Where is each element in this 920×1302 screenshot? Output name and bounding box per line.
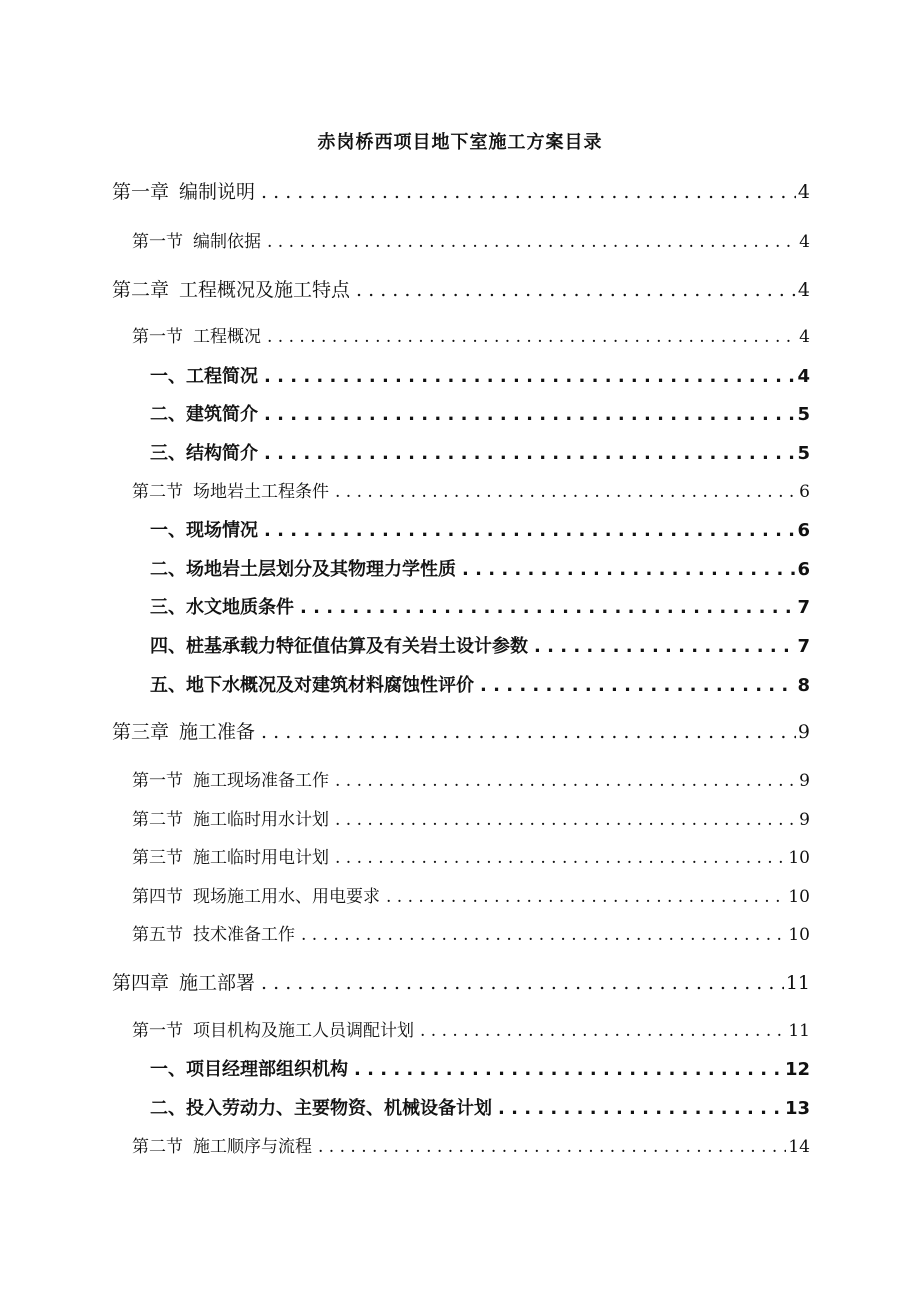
toc-entry-chapter[interactable] [112, 717, 810, 744]
toc-entry-label [112, 275, 350, 302]
toc-entry-label [132, 322, 261, 347]
toc-entry-label [132, 920, 295, 945]
toc-entry-text: 投入劳动力、主要物资、机械设备计划 [186, 1098, 492, 1119]
toc-entry-item[interactable] [150, 400, 810, 426]
toc-entry-text: 施工临时用水计划 [193, 810, 329, 830]
toc-page-number: 6 [799, 482, 810, 502]
toc-leader-dots [264, 366, 795, 387]
toc-entry-item[interactable] [150, 1094, 810, 1120]
document-title: 赤岗桥西项目地下室施工方案目录 [317, 132, 603, 153]
toc-entry-text: 编制说明 [179, 181, 256, 203]
toc-page-number: 5 [797, 404, 810, 425]
toc-entry-number: 第四节 [132, 887, 183, 907]
toc-leader-dots [462, 559, 795, 580]
toc-entry-section[interactable] [132, 1016, 810, 1041]
toc-entry-number: 第一章 [112, 181, 170, 203]
toc-leader-dots [264, 443, 795, 464]
toc-leader-dots [335, 771, 797, 791]
toc-page-number: 10 [788, 925, 810, 945]
toc-entry-text: 现场情况 [186, 520, 258, 541]
toc-leader-dots [267, 327, 797, 347]
toc-entry-label [150, 671, 474, 697]
toc-entry-label [150, 400, 258, 426]
toc-entry-chapter[interactable] [112, 177, 810, 204]
toc-leader-dots [261, 721, 796, 743]
toc-leader-dots [335, 848, 786, 868]
toc-page-number: 10 [788, 887, 810, 907]
toc-page-number: 9 [797, 721, 810, 743]
toc-entry-number: 第二节 [132, 810, 183, 830]
toc-entry-text: 场地岩土工程条件 [193, 482, 329, 502]
toc-entry-item[interactable] [150, 632, 810, 658]
toc-entry-label [132, 882, 380, 907]
toc-entry-section[interactable] [132, 882, 810, 907]
toc-entry-text: 施工准备 [179, 721, 256, 743]
toc-entry-label [132, 477, 329, 502]
toc-entry-label [132, 843, 329, 868]
toc-page-number: 4 [799, 327, 810, 347]
toc-entry-text: 技术准备工作 [193, 925, 295, 945]
toc-entry-number: 一、 [150, 520, 186, 541]
toc-leader-dots [534, 636, 795, 657]
toc-entry-number: 三、 [150, 443, 186, 464]
toc-page-number: 11 [788, 1021, 810, 1041]
toc-page-number: 4 [799, 232, 810, 252]
toc-leader-dots [267, 232, 797, 252]
toc-entry-section[interactable] [132, 477, 810, 502]
toc-entry-chapter[interactable] [112, 275, 810, 302]
toc-entry-section[interactable] [132, 227, 810, 252]
toc-entry-number: 第二章 [112, 279, 170, 301]
toc-page-number: 4 [797, 279, 810, 301]
toc-entry-label [150, 593, 294, 619]
toc-leader-dots [335, 810, 797, 830]
toc-entry-number: 第二节 [132, 482, 183, 502]
toc-leader-dots [480, 675, 795, 696]
toc-entry-section[interactable] [132, 843, 810, 868]
toc-entry-text: 结构简介 [186, 443, 258, 464]
toc-entry-number: 二、 [150, 1098, 186, 1119]
toc-page-number: 6 [797, 520, 810, 541]
toc-page-number: 4 [797, 366, 810, 387]
toc-page-number: 4 [797, 181, 810, 203]
toc-entry-label [150, 632, 528, 658]
toc-leader-dots [261, 972, 784, 994]
toc-entry-text: 编制依据 [193, 232, 261, 252]
toc-leader-dots [318, 1137, 786, 1157]
toc-page-number: 9 [799, 771, 810, 791]
toc-page-number: 13 [784, 1098, 810, 1119]
toc-entry-item[interactable] [150, 362, 810, 388]
toc-entry-label [150, 362, 258, 388]
toc-leader-dots [335, 482, 797, 502]
toc-entry-number: 一、 [150, 1059, 186, 1080]
toc-entry-label [150, 516, 258, 542]
toc-leader-dots [261, 181, 796, 203]
toc-entry-section[interactable] [132, 920, 810, 945]
toc-leader-dots [264, 520, 795, 541]
toc-entry-number: 第三章 [112, 721, 170, 743]
toc-entry-label [112, 717, 255, 744]
toc-entry-number: 第一节 [132, 327, 183, 347]
toc-page-number: 7 [797, 636, 810, 657]
toc-entry-label [132, 1016, 414, 1041]
toc-entry-number: 五、 [150, 675, 186, 696]
toc-entry-text: 工程简况 [186, 366, 258, 387]
toc-entry-text: 工程概况 [193, 327, 261, 347]
toc-entry-item[interactable] [150, 593, 810, 619]
toc-entry-text: 水文地质条件 [186, 597, 294, 618]
toc-entry-text: 现场施工用水、用电要求 [193, 887, 380, 907]
toc-leader-dots [498, 1098, 783, 1119]
toc-entry-label [132, 1132, 312, 1157]
toc-entry-number: 四、 [150, 636, 186, 657]
toc-page-number: 8 [797, 675, 810, 696]
toc-entry-label [150, 1094, 492, 1120]
toc-entry-text: 建筑简介 [186, 404, 258, 425]
toc-entry-label [150, 1055, 348, 1081]
toc-entry-item[interactable] [150, 439, 810, 465]
toc-entry-number: 第一节 [132, 1021, 183, 1041]
toc-entry-label [112, 968, 255, 995]
toc-entry-text: 桩基承载力特征值估算及有关岩土设计参数 [186, 636, 528, 657]
toc-entry-label [132, 227, 261, 252]
toc-entry-label [150, 555, 456, 581]
toc-entry-item[interactable] [150, 671, 810, 697]
toc-entry-number: 第一节 [132, 232, 183, 252]
toc-entry-section[interactable] [132, 1132, 810, 1157]
toc-leader-dots [386, 887, 786, 907]
toc-entry-number: 二、 [150, 404, 186, 425]
toc-entry-number: 三、 [150, 597, 186, 618]
toc-entry-number: 二、 [150, 559, 186, 580]
toc-page-number: 11 [785, 972, 810, 994]
toc-entry-text: 施工临时用电计划 [193, 848, 329, 868]
toc-entry-text: 施工现场准备工作 [193, 771, 329, 791]
toc-entry-text: 施工部署 [179, 972, 256, 994]
toc-entry-text: 场地岩土层划分及其物理力学性质 [186, 559, 456, 580]
toc-entry-number: 第二节 [132, 1137, 183, 1157]
toc-entry-item[interactable] [150, 516, 810, 542]
toc-entry-number: 第三节 [132, 848, 183, 868]
toc-entry-number: 第一节 [132, 771, 183, 791]
toc-entry-text: 工程概况及施工特点 [179, 279, 351, 301]
toc-entry-label [132, 766, 329, 791]
toc-entry-label [150, 439, 258, 465]
toc-entry-section[interactable] [132, 322, 810, 347]
toc-leader-dots [420, 1021, 786, 1041]
toc-page-number: 9 [799, 810, 810, 830]
toc-entry-item[interactable] [150, 555, 810, 581]
toc-page-number: 14 [788, 1137, 810, 1157]
toc-page-number: 10 [788, 848, 810, 868]
toc-leader-dots [264, 404, 795, 425]
toc-entry-text: 地下水概况及对建筑材料腐蚀性评价 [186, 675, 474, 696]
toc-page-number: 5 [797, 443, 810, 464]
toc-entry-text: 项目机构及施工人员调配计划 [193, 1021, 414, 1041]
toc-entry-section[interactable] [132, 766, 810, 791]
toc-entry-text: 项目经理部组织机构 [186, 1059, 348, 1080]
toc-page-number: 12 [784, 1059, 810, 1080]
toc-leader-dots [301, 925, 786, 945]
toc-leader-dots [354, 1059, 783, 1080]
toc-page-number: 7 [797, 597, 810, 618]
toc-entry-chapter[interactable] [112, 968, 810, 995]
toc-leader-dots [356, 279, 796, 301]
toc-page-number: 6 [797, 559, 810, 580]
toc-entry-item[interactable] [150, 1055, 810, 1081]
toc-entry-number: 第四章 [112, 972, 170, 994]
toc-entry-section[interactable] [132, 805, 810, 830]
toc-entry-number: 一、 [150, 366, 186, 387]
toc-entry-label [112, 177, 255, 204]
toc-entry-number: 第五节 [132, 925, 183, 945]
toc-leader-dots [300, 597, 795, 618]
toc-entry-text: 施工顺序与流程 [193, 1137, 312, 1157]
toc-entry-label [132, 805, 329, 830]
